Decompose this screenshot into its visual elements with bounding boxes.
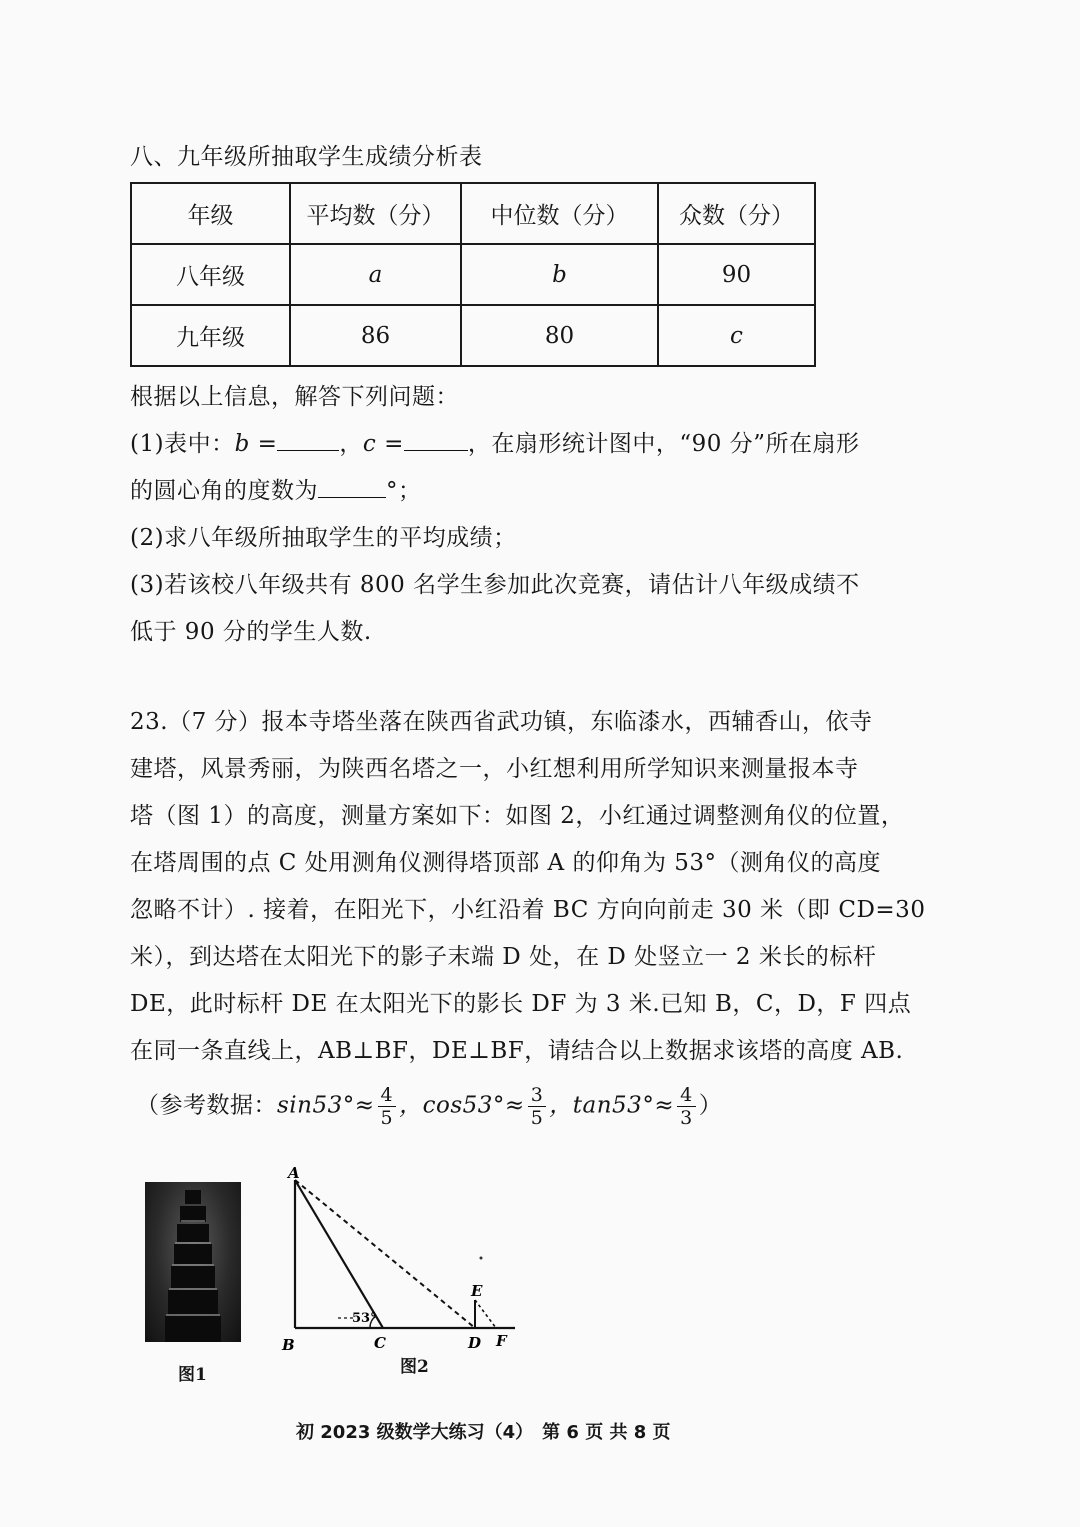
answer-blank-angle[interactable] — [318, 477, 386, 498]
header-cell: 平均数（分） — [290, 183, 461, 244]
table-cell: 90 — [658, 244, 815, 305]
reference-data — [136, 1084, 722, 1129]
question-2: (2)求八年级所抽取学生的平均成绩； — [130, 525, 517, 551]
label-E: E — [471, 1282, 483, 1300]
tan-fraction — [677, 1084, 696, 1129]
table-cell: 九年级 — [131, 305, 290, 366]
problem-23-line: 忽略不计）. 接着，在阳光下，小红沿着 BC 方向向前走 30 米（即 CD=30 — [130, 897, 926, 923]
table-cell: 80 — [461, 305, 658, 366]
table-cell: b — [461, 244, 658, 305]
line-AC — [295, 1180, 383, 1328]
cos-numerator: 3 — [528, 1084, 547, 1107]
question-3-line-1: (3)若该校八年级共有 800 名学生参加此次竞赛，请估计八年级成绩不 — [130, 572, 860, 598]
q1-comma: ， — [339, 431, 363, 457]
table-row — [131, 244, 815, 305]
problem-23-line: 23.（7 分）报本寺塔坐落在陕西省武功镇，东临漆水，西辅香山，依寺 — [130, 709, 873, 735]
pagoda-photo — [145, 1182, 241, 1342]
label-C: C — [374, 1334, 386, 1352]
line-EF-dashed — [475, 1300, 496, 1328]
tan-denominator: 3 — [680, 1107, 693, 1129]
ref-prefix: （参考数据： — [136, 1092, 277, 1119]
label-F: F — [496, 1332, 507, 1350]
problem-23-line: 建塔，风景秀丽，为陕西名塔之一，小红想利用所学知识来测量报本寺 — [130, 756, 859, 782]
question-1-line-1 — [130, 425, 859, 458]
table-cell: 八年级 — [131, 244, 290, 305]
problem-23-line: 塔（图 1）的高度，测量方案如下：如图 2，小红通过调整测角仪的位置， — [130, 803, 905, 829]
problem-23-line: DE，此时标杆 DE 在太阳光下的影长 DF 为 3 米.已知 B，C，D，F 四点 — [130, 991, 912, 1017]
q1-tail: ，在扇形统计图中，“90 分”所在扇形 — [467, 431, 860, 457]
sin-denominator: 5 — [380, 1107, 394, 1129]
tan-label: ，tan53°≈ — [549, 1092, 675, 1119]
pagoda-silhouette-icon — [145, 1182, 241, 1342]
cos-label: ，cos53°≈ — [399, 1092, 525, 1119]
answer-blank-b[interactable] — [277, 430, 339, 451]
problem-23-line: 在同一条直线上，AB⊥BF，DE⊥BF，请结合以上数据求该塔的高度 AB. — [130, 1038, 904, 1064]
questions-intro: 根据以上信息，解答下列问题： — [130, 384, 459, 410]
header-cell: 年级 — [131, 183, 290, 244]
stray-dot — [480, 1257, 483, 1260]
score-analysis-table — [130, 182, 816, 367]
header-cell: 中位数（分） — [461, 183, 658, 244]
page-footer: 初 2023 级数学大练习（4） 第 6 页 共 8 页 — [296, 1422, 671, 1443]
table-header-row — [131, 183, 815, 244]
figure-2-caption: 图2 — [400, 1357, 429, 1377]
table-title: 八、九年级所抽取学生成绩分析表 — [130, 144, 483, 170]
ref-suffix: ） — [698, 1092, 723, 1119]
line-AD-dashed — [295, 1180, 475, 1328]
question-3-line-2: 低于 90 分的学生人数. — [130, 619, 372, 645]
label-A: A — [288, 1164, 300, 1182]
tan-numerator: 4 — [677, 1084, 696, 1107]
sin-numerator: 4 — [378, 1084, 397, 1107]
label-D: D — [468, 1334, 482, 1352]
figure-2-diagram — [270, 1160, 530, 1360]
header-cell: 众数（分） — [658, 183, 815, 244]
sin-fraction — [378, 1084, 397, 1129]
question-1-line-2 — [130, 472, 422, 505]
problem-23-line: 在塔周围的点 C 处用测角仪测得塔顶部 A 的仰角为 53°（测角仪的高度 — [130, 850, 882, 876]
answer-blank-c[interactable] — [404, 430, 468, 451]
q1-line2: 的圆心角的度数为 — [130, 478, 318, 504]
figure-1-caption: 图1 — [178, 1365, 207, 1385]
sin-label: sin53°≈ — [277, 1092, 375, 1119]
cos-fraction — [528, 1084, 547, 1129]
table-row — [131, 305, 815, 366]
table-cell: c — [658, 305, 815, 366]
cos-denominator: 5 — [530, 1107, 544, 1129]
q1-c-label: c = — [362, 431, 404, 457]
label-B: B — [282, 1336, 295, 1354]
problem-23-line: 米），到达塔在太阳光下的影子末端 D 处，在 D 处竖立一 2 米长的标杆 — [130, 944, 877, 970]
table-cell: 86 — [290, 305, 461, 366]
q1-b-label: b = — [234, 431, 278, 457]
q1-prefix: (1)表中： — [130, 431, 235, 457]
q1-end: °； — [386, 478, 422, 504]
table-cell: a — [290, 244, 461, 305]
angle-label: 53° — [352, 1311, 377, 1326]
